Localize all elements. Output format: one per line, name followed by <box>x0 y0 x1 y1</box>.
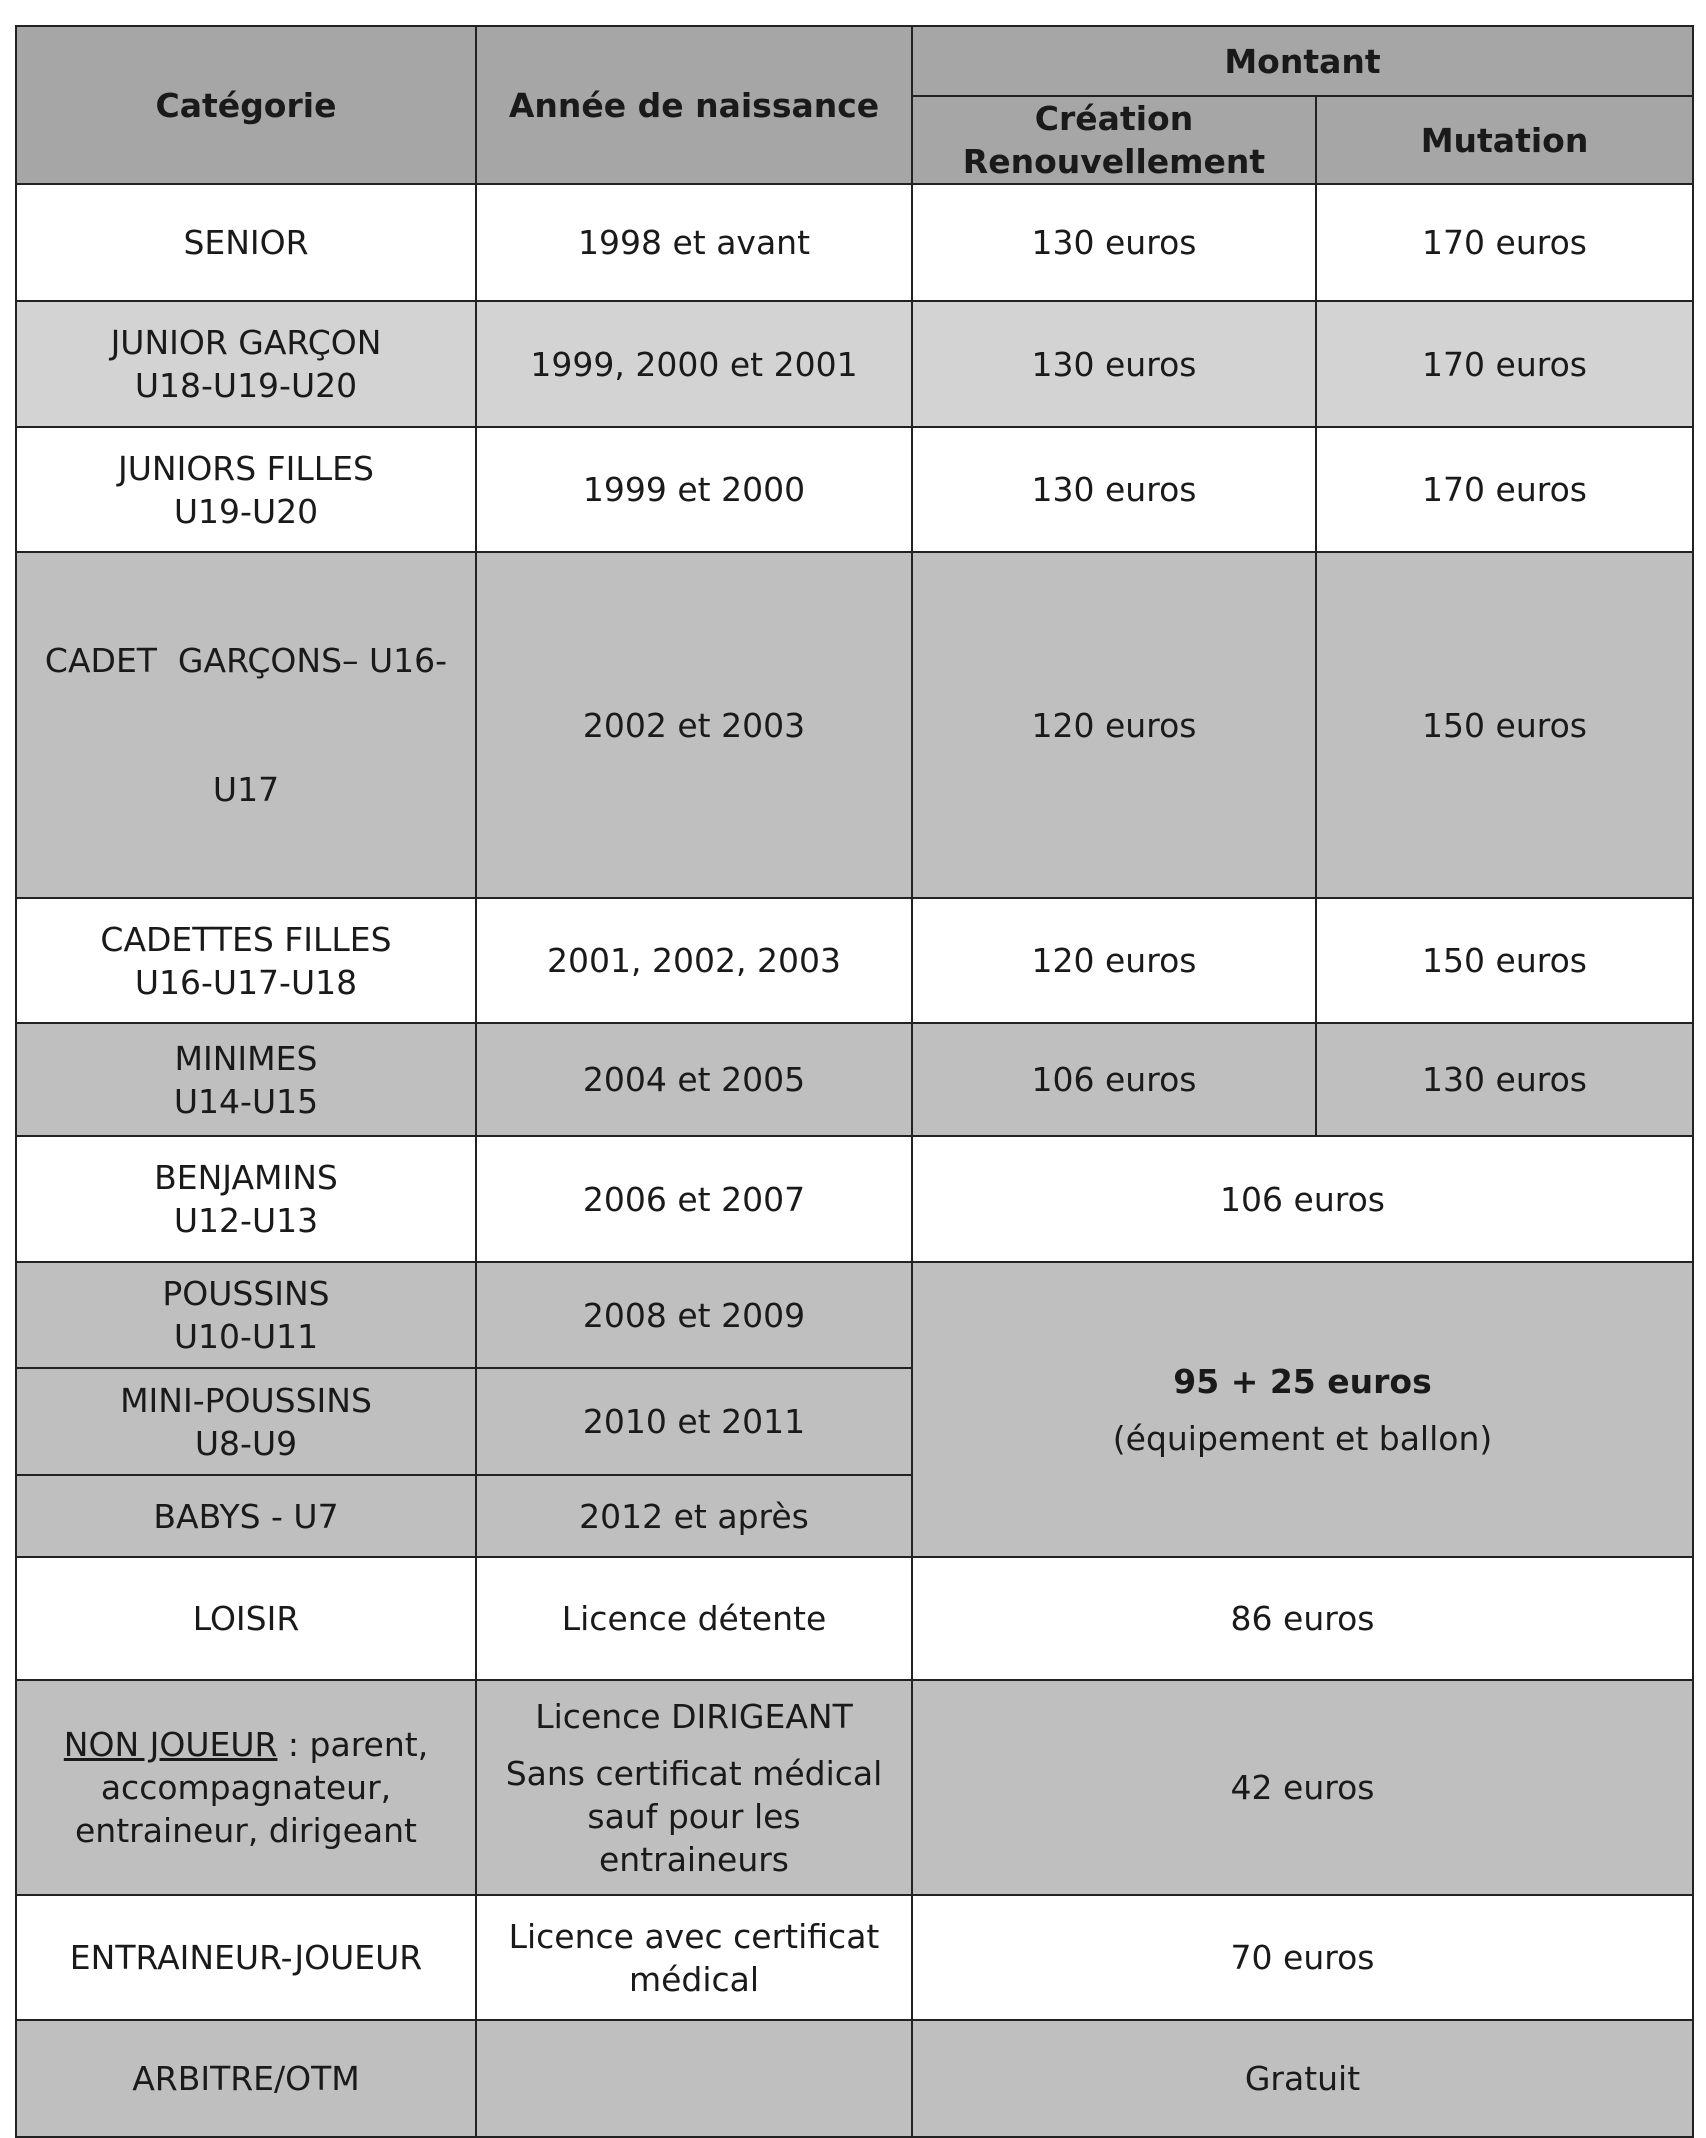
header-row-top <box>16 26 1693 96</box>
cell-categorie <box>16 2020 476 2137</box>
categorie-line: accompagnateur, <box>100 1768 392 1807</box>
table-row <box>16 1023 1693 1136</box>
cell-montant: Gratuit <box>912 2020 1693 2137</box>
cell-annee: 2001, 2002, 2003 <box>476 898 912 1023</box>
cell-mutation: 170 euros <box>1316 184 1693 301</box>
annee-line: médical <box>628 1959 760 1999</box>
categorie-line: BENJAMINS <box>154 1158 338 1197</box>
cell-montant: 106 euros <box>912 1136 1693 1262</box>
cell-annee <box>476 2020 912 2137</box>
categorie-line: CADETTES FILLES <box>100 919 392 959</box>
categorie-line: ARBITRE/OTM <box>132 2059 360 2098</box>
categorie-line: MINIMES <box>174 1038 318 1078</box>
non-joueur-label: NON JOUEUR <box>63 1725 278 1764</box>
cell-categorie <box>16 184 476 301</box>
cell-creation: 130 euros <box>912 184 1316 301</box>
categorie-line <box>23 1723 469 1766</box>
cell-mutation: 150 euros <box>1316 898 1693 1023</box>
categorie-line: entraineur, dirigeant <box>75 1811 417 1850</box>
header-creation-line2: Renouvellement <box>962 142 1266 181</box>
table-row <box>16 301 1693 427</box>
categorie-line: ENTRAINEUR-JOUEUR <box>69 1938 423 1977</box>
cell-categorie <box>16 1136 476 1262</box>
cell-categorie <box>16 1262 476 1368</box>
header-creation <box>912 96 1316 184</box>
categorie-line: JUNIORS FILLES <box>118 448 374 488</box>
cell-annee: Licence détente <box>476 1557 912 1680</box>
cell-categorie <box>16 1895 476 2020</box>
non-joueur-rest: : parent, <box>277 1725 429 1764</box>
table-row <box>16 552 1693 898</box>
header-annee: Année de naissance <box>476 26 912 184</box>
cell-creation: 120 euros <box>912 898 1316 1023</box>
cell-categorie <box>16 898 476 1023</box>
cell-creation: 130 euros <box>912 301 1316 427</box>
table-row <box>16 1680 1693 1895</box>
cell-annee: 2004 et 2005 <box>476 1023 912 1136</box>
cell-mutation: 130 euros <box>1316 1023 1693 1136</box>
cell-montant: 42 euros <box>912 1680 1693 1895</box>
cell-montant: 70 euros <box>912 1895 1693 2020</box>
cell-annee: 1999 et 2000 <box>476 427 912 552</box>
cell-categorie <box>16 427 476 552</box>
annee-line: Licence avec certificat <box>508 1916 880 1956</box>
cell-categorie <box>16 552 476 898</box>
annee-line: sauf pour les <box>587 1796 801 1836</box>
cell-montant: 86 euros <box>912 1557 1693 1680</box>
cell-annee <box>476 1895 912 2020</box>
cell-categorie <box>16 1680 476 1895</box>
cell-montant-jeunes <box>912 1262 1693 1557</box>
categorie-line: SENIOR <box>183 223 309 262</box>
cell-mutation: 150 euros <box>1316 552 1693 898</box>
header-categorie: Catégorie <box>16 26 476 184</box>
categorie-line: U12-U13 <box>173 1201 319 1240</box>
cell-categorie <box>16 1368 476 1475</box>
categorie-line: LOISIR <box>192 1599 300 1638</box>
cell-creation: 120 euros <box>912 552 1316 898</box>
table-row <box>16 427 1693 552</box>
table-row <box>16 1557 1693 1680</box>
categorie-line: U16-U17-U18 <box>134 962 358 1002</box>
cell-annee: 1998 et avant <box>476 184 912 301</box>
cell-mutation: 170 euros <box>1316 427 1693 552</box>
cell-annee: 2002 et 2003 <box>476 552 912 898</box>
cell-categorie <box>16 301 476 427</box>
categorie-line: POUSSINS <box>162 1274 330 1313</box>
table-row <box>16 898 1693 1023</box>
categorie-line: U19-U20 <box>173 491 319 531</box>
table-row <box>16 1895 1693 2020</box>
cell-categorie <box>16 1557 476 1680</box>
header-creation-line1: Création <box>1034 99 1194 138</box>
cell-creation: 130 euros <box>912 427 1316 552</box>
cell-creation: 106 euros <box>912 1023 1316 1136</box>
annee-line: entraineurs <box>598 1839 789 1879</box>
categorie-line: U10-U11 <box>173 1317 319 1356</box>
header-mutation: Mutation <box>1316 96 1693 184</box>
categorie-line: U18-U19-U20 <box>134 366 358 405</box>
categorie-line: CADET GARÇONS– U16- <box>44 641 448 680</box>
annee-line: Sans certificat médical <box>505 1753 883 1793</box>
table-row <box>16 1136 1693 1262</box>
cell-categorie <box>16 1023 476 1136</box>
cell-mutation: 170 euros <box>1316 301 1693 427</box>
cell-annee: 2006 et 2007 <box>476 1136 912 1262</box>
categorie-line: U17 <box>212 770 280 809</box>
montant-jeunes-note: (équipement et ballon) <box>1112 1418 1493 1458</box>
montant-jeunes-value: 95 + 25 euros <box>1173 1361 1432 1401</box>
annee-title: Licence DIRIGEANT <box>535 1696 853 1736</box>
cell-annee: 1999, 2000 et 2001 <box>476 301 912 427</box>
table-row <box>16 184 1693 301</box>
categorie-line: JUNIOR GARÇON <box>110 323 382 362</box>
cell-annee <box>476 1680 912 1895</box>
cell-annee: 2008 et 2009 <box>476 1262 912 1368</box>
table-row <box>16 1262 1693 1368</box>
categorie-line: U8-U9 <box>194 1423 298 1463</box>
cell-annee: 2010 et 2011 <box>476 1368 912 1475</box>
categorie-line: U14-U15 <box>173 1081 319 1121</box>
cell-categorie <box>16 1475 476 1557</box>
categorie-line: MINI-POUSSINS <box>120 1380 372 1420</box>
cell-annee: 2012 et après <box>476 1475 912 1557</box>
table-row <box>16 2020 1693 2137</box>
tarifs-table <box>15 25 1694 2138</box>
categorie-line: BABYS - U7 <box>153 1496 339 1536</box>
header-montant: Montant <box>912 26 1693 96</box>
